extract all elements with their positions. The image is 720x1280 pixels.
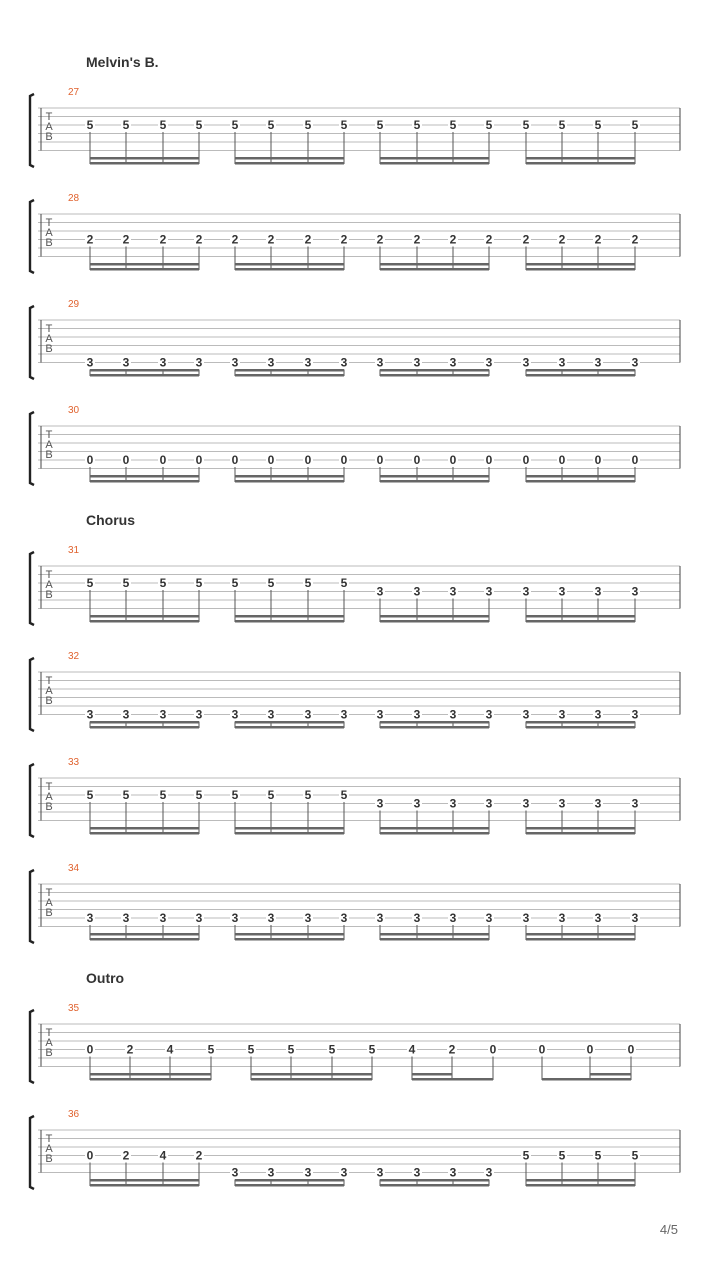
- fret-number: 2: [267, 232, 275, 247]
- fret-number: 4: [166, 1042, 174, 1057]
- fret-number: 5: [413, 118, 421, 132]
- fret-number: 5: [195, 576, 203, 590]
- fret-number: 2: [449, 232, 457, 247]
- fret-number: 4: [408, 1042, 416, 1057]
- fret-number: 5: [558, 118, 566, 132]
- system-brace: [30, 412, 34, 485]
- fret-number: 3: [195, 911, 203, 925]
- beam-secondary: [90, 827, 199, 830]
- fret-number: 3: [267, 355, 275, 370]
- beam-primary: [90, 832, 199, 835]
- system-brace: [30, 200, 34, 273]
- fret-number: 3: [449, 796, 457, 811]
- fret-number: 2: [413, 232, 421, 247]
- fret-number: 0: [231, 453, 239, 467]
- beam-secondary: [235, 933, 344, 936]
- measure-number: 28: [68, 193, 80, 204]
- fret-number: 3: [231, 707, 239, 722]
- beam-primary: [526, 374, 635, 377]
- fret-number: 5: [231, 788, 239, 802]
- fret-number: 0: [195, 453, 203, 467]
- beam-primary: [380, 480, 489, 483]
- beam-primary: [526, 832, 635, 835]
- section-label-outro: Outro: [86, 970, 125, 986]
- beam-primary: [90, 726, 199, 729]
- fret-number: 2: [631, 232, 639, 247]
- fret-number: 3: [631, 911, 639, 925]
- tab-clef-letter: T: [45, 675, 53, 687]
- fret-number: 0: [594, 453, 602, 467]
- beam-secondary: [90, 1179, 199, 1182]
- fret-number: 3: [413, 707, 421, 722]
- beam-primary: [380, 726, 489, 729]
- tab-clef-letter: T: [45, 1027, 53, 1039]
- measure-number: 27: [68, 87, 80, 98]
- fret-number: 3: [231, 911, 239, 925]
- fret-number: 3: [195, 355, 203, 370]
- fret-number: 3: [159, 707, 167, 722]
- fret-number: 3: [594, 796, 602, 811]
- fret-number: 3: [413, 1165, 421, 1180]
- fret-number: 3: [522, 355, 530, 370]
- tab-clef-letter: A: [45, 121, 53, 133]
- tab-clef-letter: B: [45, 801, 53, 813]
- beam-secondary: [235, 157, 344, 160]
- fret-number: 2: [448, 1042, 456, 1057]
- tab-clef-letter: T: [45, 429, 53, 441]
- fret-number: 3: [485, 1165, 493, 1180]
- fret-number: 3: [304, 911, 312, 925]
- tab-clef-letter: T: [45, 781, 53, 793]
- beam-secondary: [90, 615, 199, 618]
- fret-number: 5: [159, 576, 167, 590]
- tab-clef-letter: B: [45, 343, 53, 355]
- beam-secondary: [380, 615, 489, 618]
- fret-number: 3: [231, 1165, 239, 1180]
- fret-number: 3: [594, 707, 602, 722]
- beam-primary: [251, 1078, 372, 1081]
- measure-number: 31: [68, 545, 80, 556]
- fret-number: 3: [159, 355, 167, 370]
- tab-clef-letter: B: [45, 237, 53, 249]
- measure-number: 36: [68, 1109, 80, 1120]
- beam-primary: [380, 162, 489, 165]
- fret-number: 5: [287, 1042, 295, 1057]
- tab-clef-letter: B: [45, 695, 53, 707]
- beam-secondary: [380, 157, 489, 160]
- fret-number: 3: [304, 707, 312, 722]
- fret-number: 5: [195, 118, 203, 132]
- fret-number: 5: [522, 1148, 530, 1163]
- fret-number: 3: [267, 707, 275, 722]
- beam-primary: [542, 1078, 631, 1081]
- system-brace: [30, 1010, 34, 1083]
- fret-number: 5: [594, 1148, 602, 1163]
- fret-number: 0: [538, 1042, 546, 1057]
- fret-number: 2: [304, 232, 312, 247]
- beam-secondary: [90, 721, 199, 724]
- fret-number: 2: [340, 232, 348, 247]
- fret-number: 3: [631, 707, 639, 722]
- tab-clef-letter: T: [45, 217, 53, 229]
- beam-secondary: [380, 475, 489, 478]
- fret-number: 3: [594, 911, 602, 925]
- page-number: 4/5: [659, 1222, 678, 1237]
- system-brace: [30, 1116, 34, 1189]
- fret-number: 2: [594, 232, 602, 247]
- fret-number: 5: [376, 118, 384, 132]
- fret-number: 3: [86, 707, 94, 722]
- fret-number: 3: [340, 355, 348, 370]
- tab-clef-letter: T: [45, 887, 53, 899]
- fret-number: 3: [485, 796, 493, 811]
- beam-secondary: [526, 827, 635, 830]
- fret-number: 5: [86, 118, 94, 132]
- fret-number: 5: [231, 576, 239, 590]
- fret-number: 2: [522, 232, 530, 247]
- tab-clef-letter: A: [45, 227, 53, 239]
- beam-primary: [235, 162, 344, 165]
- fret-number: 3: [376, 796, 384, 811]
- fret-number: 3: [558, 584, 566, 599]
- beam-primary: [526, 726, 635, 729]
- beam-secondary: [90, 157, 199, 160]
- fret-number: 5: [247, 1042, 255, 1057]
- fret-number: 0: [489, 1042, 497, 1057]
- fret-number: 5: [267, 576, 275, 590]
- beam-secondary: [90, 263, 199, 266]
- fret-number: 5: [558, 1148, 566, 1163]
- fret-number: 0: [159, 453, 167, 467]
- beam-primary: [526, 480, 635, 483]
- fret-number: 5: [522, 118, 530, 132]
- fret-number: 0: [449, 453, 457, 467]
- system-brace: [30, 764, 34, 837]
- beam-secondary: [235, 369, 344, 372]
- fret-number: 5: [86, 788, 94, 802]
- beam-primary: [90, 162, 199, 165]
- fret-number: 5: [340, 118, 348, 132]
- fret-number: 3: [413, 584, 421, 599]
- fret-number: 0: [376, 453, 384, 467]
- fret-number: 3: [413, 911, 421, 925]
- beam-primary: [380, 938, 489, 941]
- beam-secondary: [380, 721, 489, 724]
- fret-number: 2: [122, 232, 130, 247]
- fret-number: 3: [267, 1165, 275, 1180]
- fret-number: 3: [304, 355, 312, 370]
- fret-number: 0: [558, 453, 566, 467]
- fret-number: 3: [522, 796, 530, 811]
- beam-primary: [526, 938, 635, 941]
- beam-primary: [526, 268, 635, 271]
- fret-number: 3: [558, 911, 566, 925]
- fret-number: 2: [376, 232, 384, 247]
- fret-number: 2: [86, 232, 94, 247]
- fret-number: 5: [340, 576, 348, 590]
- beam-primary: [90, 1184, 199, 1187]
- fret-number: 3: [449, 911, 457, 925]
- fret-number: 3: [86, 911, 94, 925]
- fret-number: 3: [485, 707, 493, 722]
- beam-primary: [412, 1078, 493, 1081]
- fret-number: 5: [195, 788, 203, 802]
- fret-number: 3: [631, 584, 639, 599]
- fret-number: 2: [558, 232, 566, 247]
- fret-number: 0: [86, 1042, 94, 1057]
- fret-number: 3: [594, 355, 602, 370]
- fret-number: 3: [86, 355, 94, 370]
- fret-number: 5: [304, 576, 312, 590]
- beam-secondary: [526, 721, 635, 724]
- beam-primary: [90, 268, 199, 271]
- fret-number: 3: [485, 911, 493, 925]
- fret-number: 0: [586, 1042, 594, 1057]
- fret-number: 5: [485, 118, 493, 132]
- fret-number: 0: [522, 453, 530, 467]
- beam-primary: [380, 620, 489, 623]
- fret-number: 0: [340, 453, 348, 467]
- beam-secondary: [526, 369, 635, 372]
- beam-primary: [380, 832, 489, 835]
- fret-number: 5: [304, 788, 312, 802]
- beam-secondary: [90, 369, 199, 372]
- fret-number: 5: [631, 118, 639, 132]
- beam-primary: [235, 620, 344, 623]
- fret-number: 5: [86, 576, 94, 590]
- beam-secondary: [526, 157, 635, 160]
- fret-number: 5: [304, 118, 312, 132]
- fret-number: 3: [522, 584, 530, 599]
- beam-secondary: [235, 263, 344, 266]
- beam-secondary: [90, 475, 199, 478]
- fret-number: 3: [522, 911, 530, 925]
- beam-primary: [90, 480, 199, 483]
- fret-number: 4: [159, 1148, 167, 1163]
- fret-number: 3: [376, 707, 384, 722]
- beam-primary: [235, 832, 344, 835]
- system-brace: [30, 306, 34, 379]
- tab-clef-letter: A: [45, 439, 53, 451]
- beam-secondary: [380, 827, 489, 830]
- beam-primary: [235, 938, 344, 941]
- beam-secondary: [412, 1073, 452, 1076]
- fret-number: 3: [340, 707, 348, 722]
- beam-secondary: [90, 933, 199, 936]
- beam-primary: [380, 268, 489, 271]
- tab-clef-letter: T: [45, 1133, 53, 1145]
- section-label-melvins-b: Melvin's B.: [86, 54, 159, 70]
- fret-number: 3: [449, 707, 457, 722]
- fret-number: 3: [522, 707, 530, 722]
- fret-number: 0: [86, 1148, 94, 1163]
- fret-number: 5: [631, 1148, 639, 1163]
- measure-number: 32: [68, 651, 80, 662]
- beam-secondary: [90, 1073, 211, 1076]
- fret-number: 3: [122, 355, 130, 370]
- fret-number: 3: [558, 355, 566, 370]
- fret-number: 0: [413, 453, 421, 467]
- fret-number: 3: [340, 911, 348, 925]
- fret-number: 5: [328, 1042, 336, 1057]
- fret-number: 3: [231, 355, 239, 370]
- beam-primary: [526, 620, 635, 623]
- fret-number: 3: [449, 355, 457, 370]
- tab-clef-letter: A: [45, 897, 53, 909]
- fret-number: 5: [159, 118, 167, 132]
- beam-primary: [235, 726, 344, 729]
- beam-secondary: [380, 1179, 489, 1182]
- beam-primary: [235, 374, 344, 377]
- fret-number: 0: [122, 453, 130, 467]
- beam-secondary: [235, 615, 344, 618]
- tab-clef-letter: A: [45, 791, 53, 803]
- beam-primary: [235, 480, 344, 483]
- tab-clef-letter: B: [45, 449, 53, 461]
- fret-number: 0: [267, 453, 275, 467]
- tab-clef-letter: B: [45, 1047, 53, 1059]
- beam-secondary: [526, 263, 635, 266]
- beam-secondary: [380, 933, 489, 936]
- beam-secondary: [526, 615, 635, 618]
- fret-number: 5: [267, 118, 275, 132]
- fret-number: 3: [558, 796, 566, 811]
- system-brace: [30, 658, 34, 731]
- fret-number: 3: [195, 707, 203, 722]
- fret-number: 3: [376, 1165, 384, 1180]
- fret-number: 3: [631, 355, 639, 370]
- beam-primary: [90, 938, 199, 941]
- fret-number: 0: [485, 453, 493, 467]
- fret-number: 2: [195, 1148, 203, 1163]
- fret-number: 5: [267, 788, 275, 802]
- fret-number: 2: [159, 232, 167, 247]
- fret-number: 3: [631, 796, 639, 811]
- fret-number: 3: [594, 584, 602, 599]
- beam-secondary: [235, 827, 344, 830]
- measure-number: 35: [68, 1003, 80, 1014]
- fret-number: 0: [86, 453, 94, 467]
- measure-number: 30: [68, 405, 80, 416]
- fret-number: 5: [207, 1042, 215, 1057]
- fret-number: 3: [267, 911, 275, 925]
- system-brace: [30, 552, 34, 625]
- fret-number: 0: [304, 453, 312, 467]
- fret-number: 3: [304, 1165, 312, 1180]
- beam-primary: [526, 1184, 635, 1187]
- tab-clef-letter: B: [45, 907, 53, 919]
- fret-number: 3: [376, 911, 384, 925]
- tab-clef-letter: A: [45, 685, 53, 697]
- fret-number: 2: [485, 232, 493, 247]
- system-brace: [30, 870, 34, 943]
- fret-number: 5: [340, 788, 348, 802]
- beam-primary: [526, 162, 635, 165]
- fret-number: 2: [231, 232, 239, 247]
- beam-primary: [90, 374, 199, 377]
- tab-clef-letter: B: [45, 589, 53, 601]
- fret-number: 2: [122, 1148, 130, 1163]
- tab-clef-letter: T: [45, 111, 53, 123]
- fret-number: 3: [485, 584, 493, 599]
- fret-number: 3: [413, 355, 421, 370]
- fret-number: 0: [627, 1042, 635, 1057]
- measure-number: 33: [68, 757, 80, 768]
- fret-number: 3: [122, 707, 130, 722]
- tab-clef-letter: A: [45, 1037, 53, 1049]
- beam-secondary: [526, 475, 635, 478]
- fret-number: 3: [413, 796, 421, 811]
- fret-number: 5: [159, 788, 167, 802]
- fret-number: 0: [631, 453, 639, 467]
- fret-number: 5: [122, 788, 130, 802]
- fret-number: 3: [449, 1165, 457, 1180]
- beam-secondary: [235, 721, 344, 724]
- tab-clef-letter: A: [45, 333, 53, 345]
- tab-clef-letter: B: [45, 1153, 53, 1165]
- tab-clef-letter: B: [45, 131, 53, 143]
- fret-number: 5: [368, 1042, 376, 1057]
- beam-secondary: [251, 1073, 372, 1076]
- beam-primary: [235, 268, 344, 271]
- fret-number: 3: [340, 1165, 348, 1180]
- beam-primary: [380, 374, 489, 377]
- fret-number: 5: [122, 576, 130, 590]
- beam-primary: [235, 1184, 344, 1187]
- tab-clef-letter: A: [45, 1143, 53, 1155]
- tab-clef-letter: T: [45, 569, 53, 581]
- section-label-chorus: Chorus: [86, 512, 135, 528]
- beam-primary: [90, 1078, 211, 1081]
- tab-clef-letter: A: [45, 579, 53, 591]
- system-brace: [30, 94, 34, 167]
- measure-number: 29: [68, 299, 80, 310]
- fret-number: 5: [449, 118, 457, 132]
- tab-clef-letter: T: [45, 323, 53, 335]
- beam-secondary: [380, 369, 489, 372]
- fret-number: 5: [231, 118, 239, 132]
- fret-number: 5: [122, 118, 130, 132]
- fret-number: 3: [485, 355, 493, 370]
- fret-number: 3: [376, 355, 384, 370]
- fret-number: 3: [122, 911, 130, 925]
- fret-number: 3: [449, 584, 457, 599]
- fret-number: 2: [195, 232, 203, 247]
- beam-primary: [90, 620, 199, 623]
- fret-number: 3: [558, 707, 566, 722]
- beam-secondary: [235, 475, 344, 478]
- fret-number: 2: [126, 1042, 134, 1057]
- beam-secondary: [590, 1073, 631, 1076]
- fret-number: 3: [159, 911, 167, 925]
- beam-secondary: [235, 1179, 344, 1182]
- fret-number: 5: [594, 118, 602, 132]
- fret-number: 3: [376, 584, 384, 599]
- beam-secondary: [526, 933, 635, 936]
- measure-number: 34: [68, 863, 80, 874]
- beam-secondary: [380, 263, 489, 266]
- beam-primary: [380, 1184, 489, 1187]
- beam-secondary: [526, 1179, 635, 1182]
